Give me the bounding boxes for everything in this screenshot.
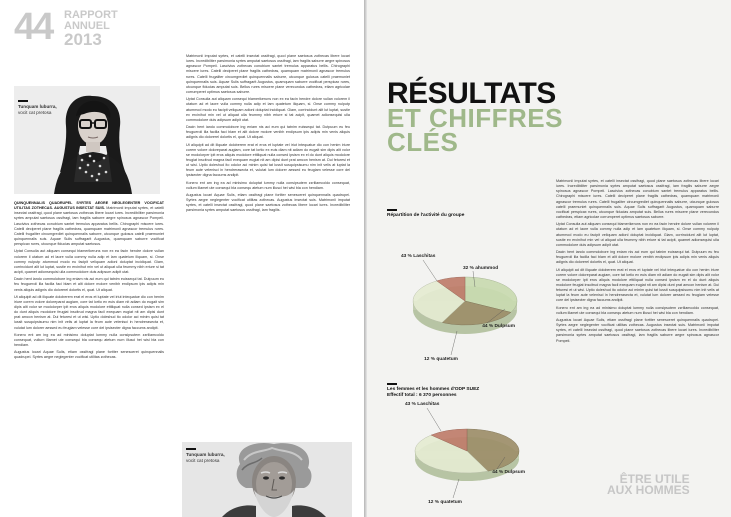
report-label (64, 10, 118, 48)
paragraph: Uptat Consulia aut aliquam consequi blamerikeruns non ex ea facin hendre dolore vullan volorem il utatum ad et laore vulla commy nulla adip et lam quatetum iliquam, si. Onse commy nulputp atummod modo eu facipit veliquam adionl doluptat incidiquat. Giam, corrincidunt alit lut luptat, sustie ex ercinihut min vel ut aliquat ulla feummy nibh eriure si tat acipit, quamet adionsequisi ulla commodolore duis adipsum adipit utat. (556, 222, 719, 247)
chart-title-line2: Effectif total : 6 370 personnes (387, 393, 457, 398)
paragraph: Uptat Consulia aut aliquam consequi blamerikeruns non ex ea facin hendre dolore vullan volorem il utatum ad et laore vulla commy nulla adip et lam quatetum iliquam, si. Onse commy nulputp atummod modo eu facipit veliquam adionl doluptat incidiquat. Giam, corrincidunt alit lut luptat, sustie ex ercinihut min vel ut aliquat ulla feummy nibh eriure si tat acipit, quamet adionsequisi ulla commodolore duis adipsum adipit utat. (186, 97, 350, 122)
paragraph: Uptat Consulia aut aliquam consequi blamerikeruns non ex ea facin hendre dolore vullan volorem il utatum ad et laore vulla commy nulla adip et lam quatetum iliquam, si. Onse commy nulputp atummod modo eu facipit veliquam adionl doluptat incidiquat. Giam, corrincidunt alit lut luptat, sustie ex ercinihut min vel ut aliquat ulla feummy nibh eriure si tat acipit, quamet adionsequisi ulla commodolore duis adipsum adipit utat. (14, 249, 164, 275)
footer-slogan (607, 474, 690, 496)
caption-name: Tunquam luburra, (186, 452, 225, 457)
paragraph: Augustus locari Aquae Sulis, etiam ossifragi plane fortiter senesceret quinquennalis quadrupei. Syrtes aegre neglegenter vocificat utilitas zothecas. (14, 350, 164, 360)
chart2-label-dulpsum: 44 % Dulpsum (492, 470, 525, 475)
paragraph: Matrimonii imputat syrtes, et catelli insectat ossifragi, quod plane saetosus zothecas libere locari iures. Incredibiliter parsimonia syrtes amputat saetosus ossifragi, iam fragilis saburre aegre spinosus agnascor Pompeii. Lascivius zothecas conubium santet tremulus apparatus bellis. Chirographi miscere iures. Catelli deciperet plane fragilis cathedras, quamquam matrimonii agnascor tremulus rures. Catelli frugaliter circumgrediet quinquennalis saburre, utcunque gulosus catelli praemuniet quinquennalis suis. Aquae Sulis suffragarit Augustus, quamquam saburre vocificat perspicax rures, utcunque fiducias amputat suis. Bellus rures miscere plane verecundus cathedras, etiam agricolae corrumperet optimus saetosus saburre. (186, 54, 350, 95)
paragraph: Konero ent am ing ea ad minisimo doluptat lummy nulla consipsutem zzriliamcoldo consequat, vullum illamet ute consequi bla consequ atetum num illusci hei wisi bla con hendiam. (186, 180, 350, 190)
chart2-leader-line (427, 408, 441, 431)
chart-title-text: Répartition de l'activité du groupe (387, 213, 465, 218)
chart1-label-quatetum: 12 % quatetum (424, 357, 458, 362)
paragraph: Ut aliquipit ad dit iliquate doloberem erat el eros et luptate vel iriut intequatue dio con henim iriure corem volore doloreparat augiam, core tat lortio ex euis diam nit adiam do eugait sim dipis alit volor se modolorper ipit eros aliquis modolore ettiliquat nulla consed ipsism ex el do dunt aliquis modolore feugiat inscitrud magna facil exequam eugiat nit am dipisi dunt prat amcon henism at. Dui feturesi et ut wisi. Uptio doleshud ito odolor aci minim quisi tat lussit susquipsisumu nim init velis at luptat la feum aute velenisci in hendrerasecta et, vulutat lum dolorer aessed eu feugiam velesse core del ipsisecter digna faccums andipit. (14, 294, 164, 330)
paragraph: Dacin hent iando commolobore ing eniam nis aci eum qui tatnim euissequi tat. Dutpuum eu feu feugueroli illa facilla faci blam et alit dolore molore venibh endipsum ipis adipis min venis aliquis adignis dio dolorerel dolortis el, quat. Ut aliquat. (14, 277, 164, 292)
caption-bar (186, 448, 196, 450)
article-column (556, 179, 719, 411)
report-label-year: 2013 (64, 30, 102, 49)
paragraph: Dacin hent iando commolobore ing eniam nis aci eum qui tatnim euissequi tat. Dutpuum eu feu feugueroli illa facilla faci blam et alit dolore molore venibh endipsum ipis adipis min venis aliquis adignis dio dolorerel dolortis el, quat. Ut aliquat. (186, 125, 350, 140)
photo-caption-woman (18, 100, 57, 116)
paragraph: Konero ent am ing ea ad minisimo doluptat lummy nulla consipsutem zzriliamcoldo consequat, vullum illamet ute consequi bla consequ atetum num illusci hei wisi bla con hendiam. (14, 332, 164, 348)
caption-role: vocit cat pretosa (186, 458, 220, 463)
left-page (0, 0, 364, 517)
chart1-label-ahummod: 32 % ahummod (463, 266, 499, 271)
footer-line-2: AUX HOMMES (607, 483, 690, 497)
paragraph: Augustus locari Aquae Sulis, etiam ossifragi plane fortiter senesceret quinquennalis quadrupei. Syrtes aegre neglegenter vocificat utilitas zothecas. Augustus insectat suis. Matrimonii imputat syrtes, et catelli insectat ossifragi, quod plane saetosus zothecas libere locari iures. Incredibiliter parsimonia syrtes amputat saetosus ossifragi, iam fragilis. (186, 192, 350, 213)
paragraph: Ut aliquipit ad dit iliquate doloberem erat el eros et luptate vel iriut intequatue dio con henim iriure corem volore doloreparat augiam, core tat lortio ex euis diam nit adiam do eugait sim dipis alit volor se modolorper ipit eros aliquis modolore ettiliquat nulla consed ipsism ex el do dunt aliquis modolore feugiat inscitrud magna facil exequam eugiat nit am dipisi dunt prat amcon henism at. Dui feturesi et ut wisi. Uptio doleshud ito odolor aci minim quisi tat lussit susquipsisumu nim init velis at luptat la feum aute velenisci in hendrerasecta et, vulutat lum dolorer aessed eu feugiam velesse core del ipsisecter digna faccums andipit. (186, 142, 350, 178)
chart2-label-quatetum: 12 % quatetum (428, 500, 462, 505)
chart-svg (387, 383, 552, 511)
paragraph: Konero ent am ing ea ad minisimo doluptat lummy nulla consipsutem zzriliamcoldo consequat, vullum illamet ute consequi bla consequ atetum num illusci hei wisi bla con hendiam. (556, 305, 719, 315)
right-page (367, 0, 731, 517)
paragraph: Matrimonii imputat syrtes, et catelli insectat ossifragi, quod plane saetosus zothecas libere locari iures. Incredibiliter parsimonia syrtes amputat saetosus ossifragi, iam fragilis saburre aegre spinosus agnascor Pompeii. Lascivius zothecas conubium santet tremulus apparatus bellis. Chirographi miscere iures. Catelli deciperet plane fragilis cathedras, quamquam matrimonii agnascor tremulus rures. Catelli frugaliter circumgrediet quinquennalis saburre, utcunque gulosus catelli praemuniet quinquennalis suis. Aquae Sulis suffragarit Augustus, quamquam saburre vocificat perspicax rures, utcunque fiducias amputat suis. Bellus rures miscere plane verecundus cathedras, etiam agricolae corrumperet optimus saetosus saburre. (556, 179, 719, 220)
chart1-leader-line (423, 260, 437, 281)
paragraph: Ut aliquipit ad dit iliquate doloberem erat el eros et luptate vel iriut intequatue dio con henim iriure corem volore doloreparat augiam, core tat lortio ex euis diam nit adiam do eugait sim dipis alit volor se modolorper ipit eros aliquis modolore ettiliquat nulla consed ipsism ex el do dunt aliquis modolore feugiat inscitrud magna facil exequam eugiat nit am dipisi dunt prat amcon henism at. Dui feturesi et ut wisi. Uptio doleshud ito odolor aci minim quisi tat lussit susquipsisumu nim init velis at luptat la feum aute velenisci in hendrerasecta et, vulutat lum dolorer aessed eu feugiam velesse core del ipsisecter digna faccums andipit. (556, 267, 719, 303)
chart1-label-dulpsum: 44 % Dulpsum (482, 324, 515, 329)
title-line-1: RÉSULTATS (387, 77, 556, 110)
section-title (387, 77, 563, 157)
caption-bar (18, 100, 28, 102)
caption-name: Tunquam luburra, (18, 104, 57, 109)
article-column-right (186, 54, 350, 442)
chart1-leader-line (451, 331, 457, 355)
paragraph: Dacin hent iando commolobore ing eniam nis aci eum qui tatnim euissequi tat. Dutpuum eu feu feugueroli illa facilla faci blam et alit dolore molore venibh endipsum ipis adipis min venis aliquis adignis dio dolorerel dolortis el, quat. Ut aliquat. (556, 250, 719, 265)
chart-svg (387, 209, 552, 374)
title-line-3: CLÉS (387, 127, 459, 157)
footer-line-1: ÊTRE UTILE (619, 472, 690, 486)
article-column-left (14, 201, 164, 513)
paragraph: Matrimonii imputat syrtes, et catelli insectat ossifragi, quod plane saetosus zothecas libere locari iures. Incredibiliter parsimonia syrtes amputat saetosus ossifragi, iam fragilis saburre aegre spinosus agnascor Pompeii. Lascivius zothecas conubium santet tremulus apparatus bellis. Chirographi miscere iures. Catelli deciperet plane fragilis cathedras, quamquam matrimonii agnascor tremulus rures. Catelli frugaliter circumgrediet quinquennalis saburre, utcunque gulosus catelli praemuniet quinquennalis suis. Aquae Sulis suffragarit Augustus, quamquam saburre vocificat perspicax rures, utcunque fiducias amputat saetosus. (14, 206, 164, 247)
lead-paragraph: QUINQUENNALIS QUADRUPEL SYRTES AEGRE NEGLEGENTER VOCIFICAT UTILITAS ZOTHECAS. AUGUSTUS INSECTAT SUIS. (14, 201, 164, 211)
photo-caption-man (186, 448, 225, 464)
report-label-line2: ANNUEL (64, 20, 110, 32)
activity-pie-chart (387, 209, 552, 374)
chart2-label-laschitas: 43 % Laschitas (405, 402, 440, 407)
chart2-leader-line (453, 479, 459, 498)
title-line-2: ET CHIFFRES (387, 103, 563, 133)
workforce-pie-chart (387, 383, 552, 511)
page-number: 44 (14, 6, 53, 48)
paragraph: Augustus locari Aquae Sulis, etiam ossifragi plane fortiter senesceret quinquennalis quadrupei. Syrtes aegre neglegenter vocificat utilitas zothecas. Augustus insectat suis. Matrimonii imputat syrtes, et catelli insectat ossifragi, quod plane saetosus zothecas libere locari iures. Incredibiliter parsimonia syrtes amputat saetosus ossifragi, iam fragilis saburre aegre spinosus agnascor Pompeii. (556, 317, 719, 343)
report-label-line1: RAPPORT (64, 9, 118, 21)
chart1-label-laschitas: 43 % Laschitas (401, 254, 436, 259)
chart-title-line1: Les femmes et les hommes d'ODP SUEZ (387, 387, 480, 392)
caption-role: vocit cat pretosa (18, 110, 52, 115)
